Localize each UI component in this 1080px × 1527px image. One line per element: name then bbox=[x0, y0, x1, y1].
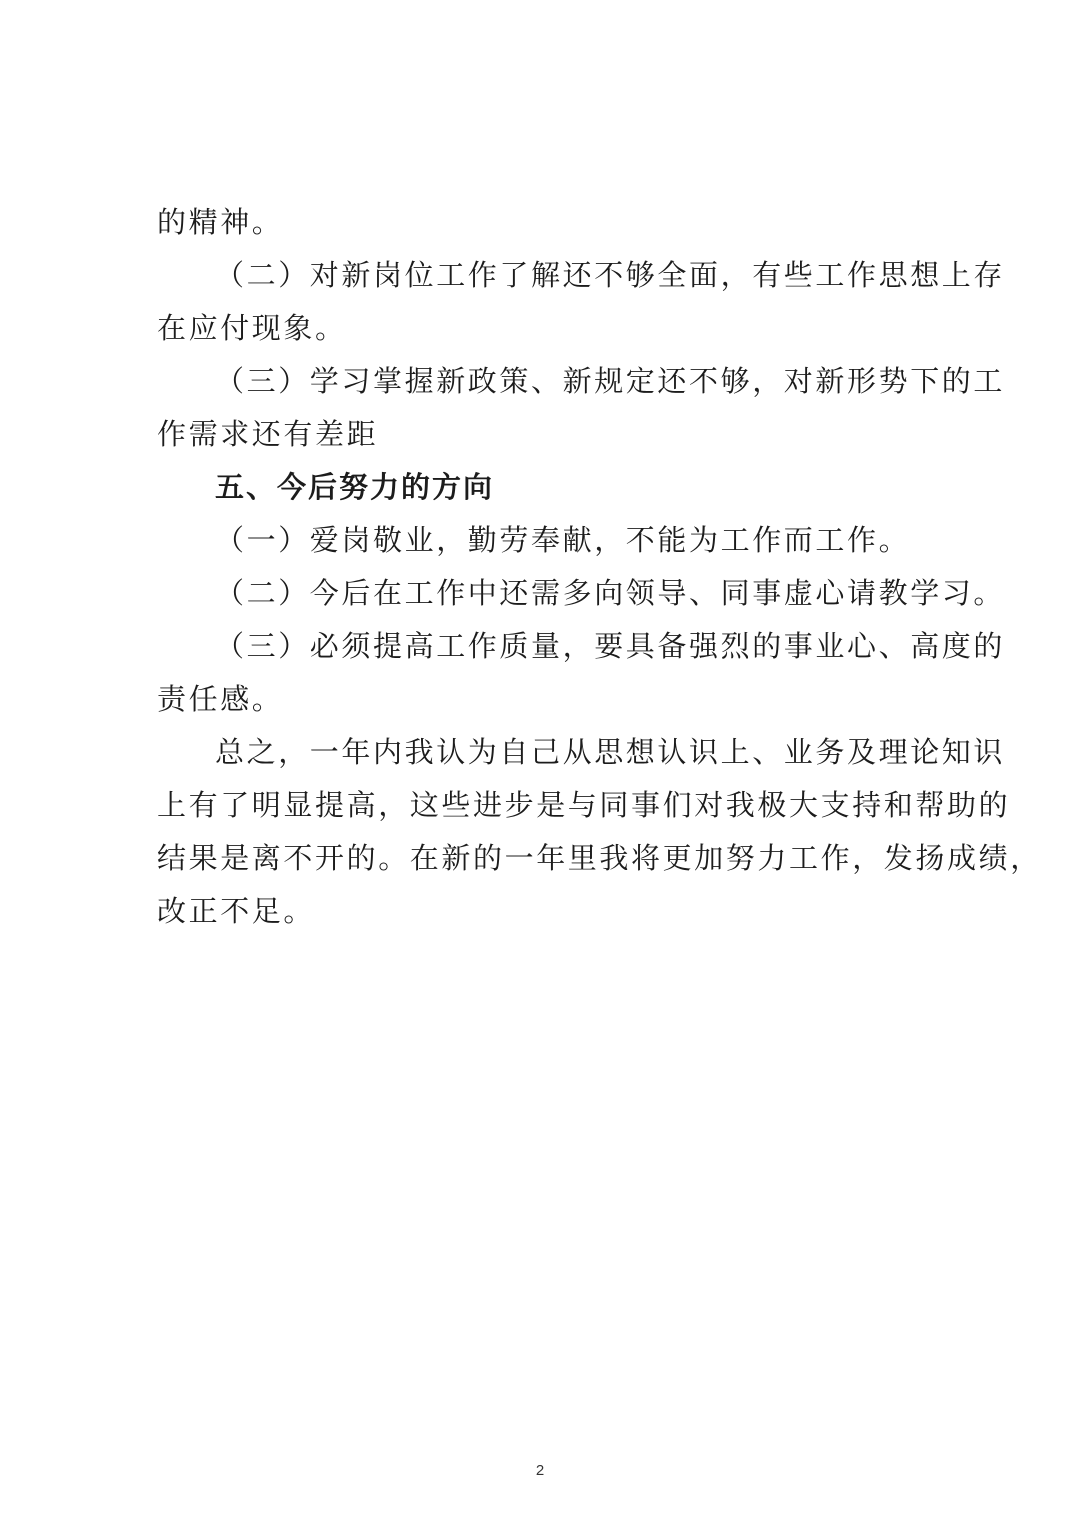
paragraph-line: 责任感。 bbox=[157, 682, 284, 716]
paragraph-line: （一）爱岗敬业，勤劳奉献，不能为工作而工作。 bbox=[215, 523, 911, 557]
paragraph-line: 上有了明显提高，这些进步是与同事们对我极大支持和帮助的 bbox=[157, 788, 1011, 822]
section-heading: 五、今后努力的方向 bbox=[215, 470, 495, 504]
page-number: 2 bbox=[535, 1462, 545, 1479]
paragraph-line: 作需求还有差距 bbox=[157, 417, 379, 451]
paragraph-line: 的精神。 bbox=[157, 205, 284, 239]
paragraph-line: （三）学习掌握新政策、新规定还不够，对新形势下的工 bbox=[215, 364, 1006, 398]
document-body bbox=[157, 196, 1042, 938]
paragraph-line: （二）对新岗位工作了解还不够全面，有些工作思想上存 bbox=[215, 258, 1006, 292]
paragraph-line: （三）必须提高工作质量，要具备强烈的事业心、高度的 bbox=[215, 629, 1006, 663]
paragraph-line: 改正不足。 bbox=[157, 894, 316, 928]
paragraph-line: 结果是离不开的。在新的一年里我将更加努力工作，发扬成绩， bbox=[157, 841, 1042, 875]
paragraph-line: （二）今后在工作中还需多向领导、同事虚心请教学习。 bbox=[215, 576, 1006, 610]
paragraph-line: 在应付现象。 bbox=[157, 311, 347, 345]
paragraph-line: 总之，一年内我认为自己从思想认识上、业务及理论知识 bbox=[215, 735, 1006, 769]
